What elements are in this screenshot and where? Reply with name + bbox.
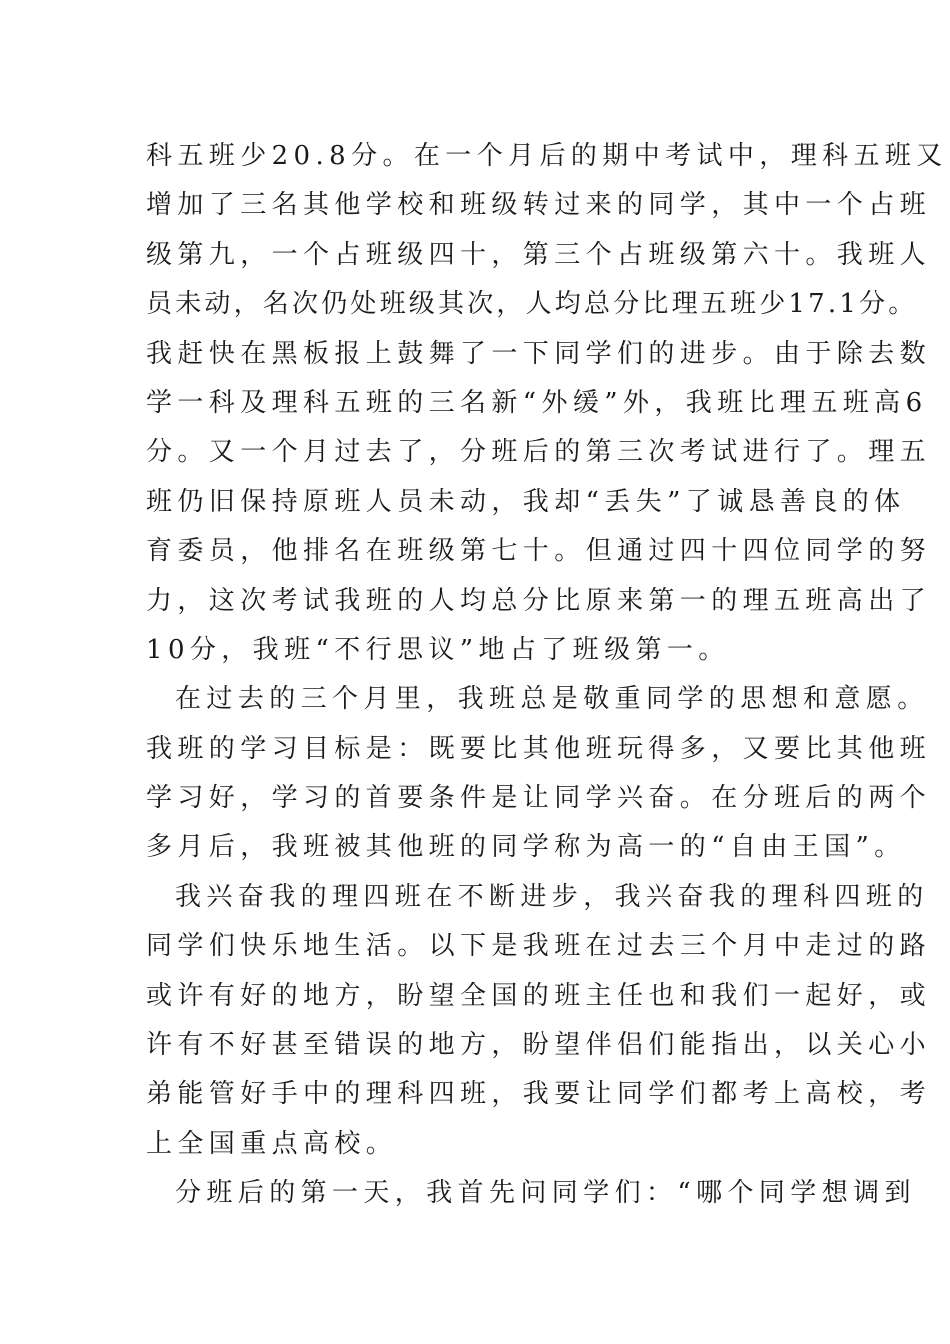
paragraph-start-line-22: 分班后的第一天，我首先问同学们：“哪个同学想调到 xyxy=(175,1178,916,1209)
paragraph-start-line-12: 在过去的三个月里，我班总是敬重同学的思想和意愿。 xyxy=(175,684,929,715)
text-line-7: 分。又一个月过去了，分班后的第三次考试进行了。理五 xyxy=(146,437,932,468)
text-line-3: 级第九，一个占班级四十，第三个占班级第六十。我班人 xyxy=(146,239,932,270)
text-line-21: 上全国重点高校。 xyxy=(146,1128,398,1159)
text-line-2: 增加了三名其他学校和班级转过来的同学，其中一个占班 xyxy=(146,190,932,221)
text-line-13: 我班的学习目标是：既要比其他班玩得多，又要比其他班 xyxy=(146,733,932,764)
document-body xyxy=(146,132,948,1219)
text-line-18: 或许有好的地方，盼望全国的班主任也和我们一起好，或 xyxy=(146,980,932,1011)
text-line-11: 10分，我班“不行思议”地占了班级第一。 xyxy=(146,634,730,665)
text-line-15: 多月后，我班被其他班的同学称为高一的“自由王国”。 xyxy=(146,832,906,863)
text-line-10: 力，这次考试我班的人均总分比原来第一的理五班高出了 xyxy=(146,585,932,616)
text-line-8: 班仍旧保持原班人员未动，我却“丢失”了诚恳善良的体 xyxy=(146,486,906,517)
text-line-9: 育委员，他排名在班级第七十。但通过四十四位同学的努 xyxy=(146,536,932,567)
paragraph-start-line-16: 我兴奋我的理四班在不断进步，我兴奋我的理科四班的 xyxy=(175,881,929,912)
text-line-5: 我赶快在黑板报上鼓舞了一下同学们的进步。由于除去数 xyxy=(146,338,932,369)
text-line-1: 科五班少20.8分。在一个月后的期中考试中，理科五班又 xyxy=(146,141,948,171)
text-line-20: 弟能管好手中的理科四班，我要让同学们都考上高校，考 xyxy=(146,1079,932,1110)
text-line-17: 同学们快乐地生活。以下是我班在过去三个月中走过的路 xyxy=(146,931,932,962)
text-line-6: 学一科及理科五班的三名新“外缓”外，我班比理五班高6 xyxy=(146,387,928,418)
text-line-19: 许有不好甚至错误的地方，盼望伴侣们能指出，以关心小 xyxy=(146,1030,932,1061)
text-line-14: 学习好，学习的首要条件是让同学兴奋。在分班后的两个 xyxy=(146,783,932,814)
text-line-4: 员未动，名次仍处班级其次，人均总分比理五班少17.1分。 xyxy=(146,289,918,320)
